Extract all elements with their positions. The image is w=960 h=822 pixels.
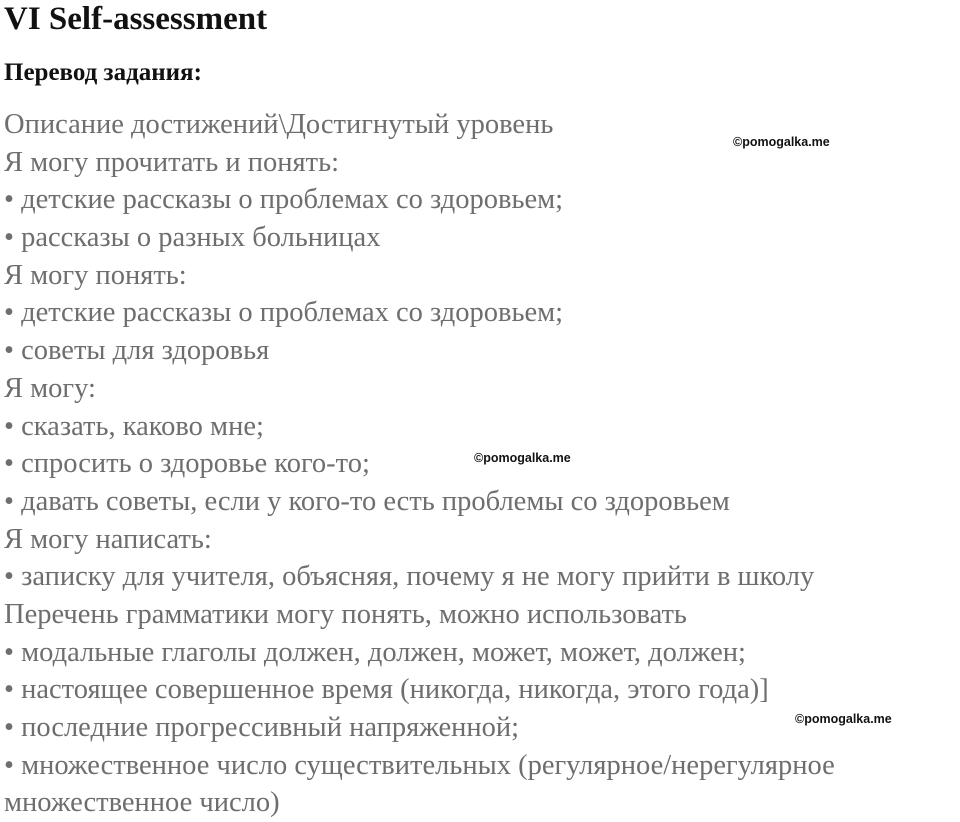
- text-line: Я могу:: [4, 372, 96, 404]
- text-line: • советы для здоровья: [4, 335, 270, 367]
- text-line: • спросить о здоровье кого-то;: [4, 448, 370, 480]
- page-title: VI Self-assessment: [4, 1, 268, 37]
- text-line: Описание достижений\Достигнутый уровень: [4, 109, 554, 140]
- text-line: • давать советы, если у кого-то есть проблемы со здоровьем: [4, 485, 730, 517]
- text-line: • последние прогрессивный напряженной;: [4, 712, 520, 743]
- text-line: • настоящее совершенное время (никогда, никогда, этого года)]: [4, 674, 769, 706]
- body-text: [4, 106, 835, 822]
- text-line: • детские рассказы о проблемах со здоровьем;: [4, 184, 564, 216]
- text-line: • рассказы о разных больницах: [4, 222, 381, 254]
- watermark: ©pomogalka.me: [474, 451, 571, 465]
- text-line: Я могу понять:: [4, 259, 187, 291]
- text-line: • детские рассказы о проблемах со здоровьем;: [4, 297, 564, 329]
- text-line: Я могу написать:: [4, 523, 212, 555]
- watermark: ©pomogalka.me: [733, 135, 830, 149]
- section-subtitle: Перевод задания:: [4, 59, 202, 86]
- text-line: • записку для учителя, объясняя, почему я не могу прийти в школу: [4, 561, 815, 593]
- text-line: • сказать, каково мне;: [4, 410, 264, 442]
- text-line: • модальные глаголы должен, должен, может, может, должен;: [4, 636, 746, 668]
- text-line: множественное число): [4, 787, 280, 819]
- text-line: • множественное число существительных (регулярное/нерегулярное: [4, 749, 835, 781]
- text-line: Перечень грамматики могу понять, можно использовать: [4, 598, 687, 630]
- text-line: Я могу прочитать и понять:: [4, 146, 339, 178]
- watermark: ©pomogalka.me: [795, 712, 892, 726]
